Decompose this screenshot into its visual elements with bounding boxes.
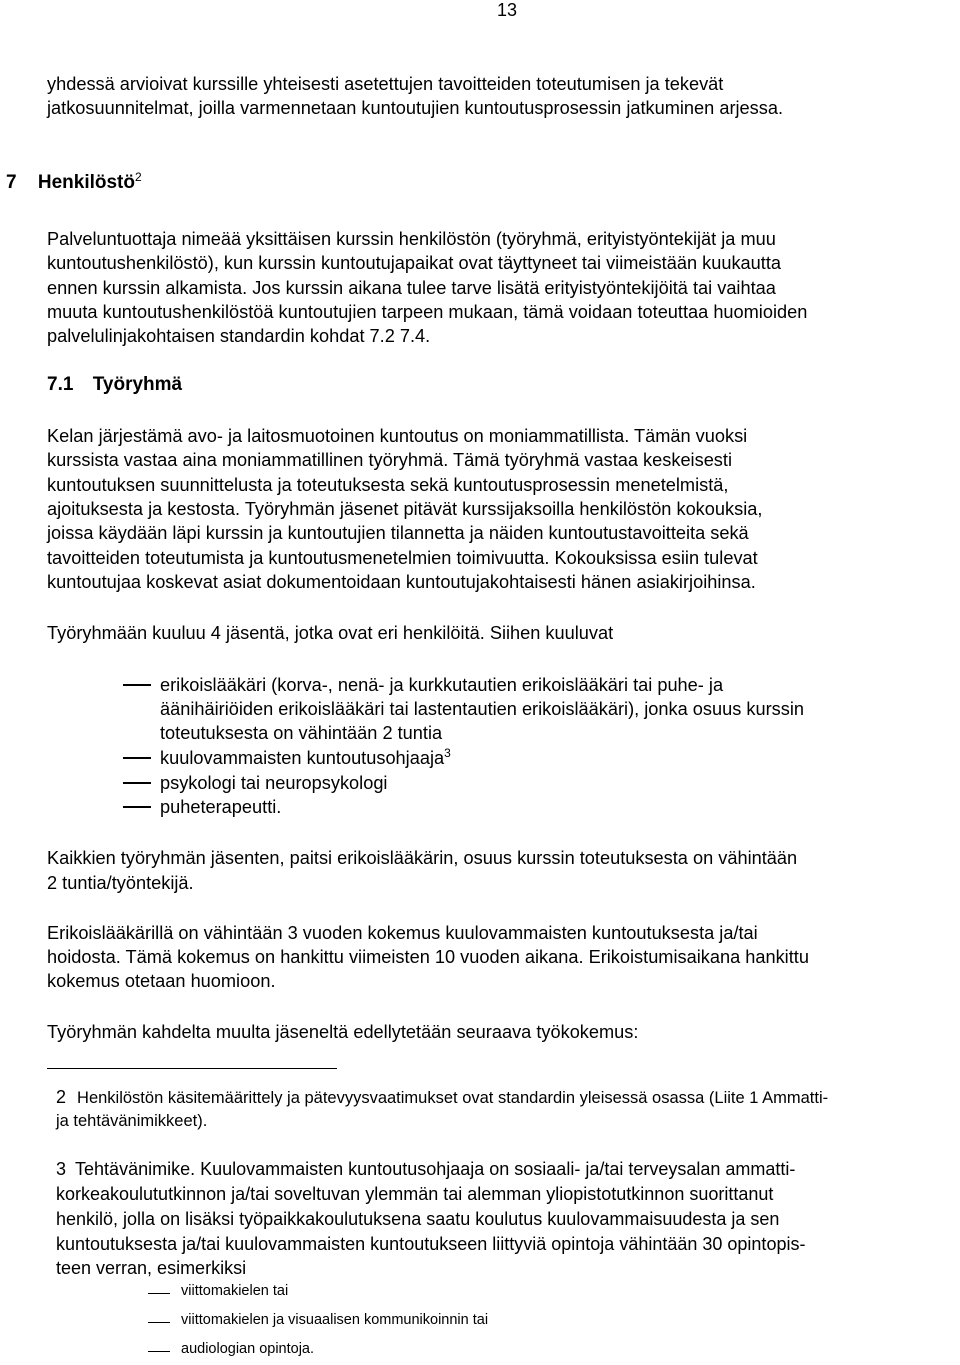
- para4: Työryhmän kahdelta muulta jäseneltä edellytetään seuraava työkokemus:: [47, 1022, 639, 1042]
- intro-line-2: jatkosuunnitelmat, joilla varmennetaan kuntoutujien kuntoutusprosessin jatkuminen arjessa.: [47, 98, 784, 118]
- member-1-line-3: toteutuksesta on vähintään 2 tuntia: [160, 723, 443, 743]
- list-dash: [148, 1351, 170, 1352]
- s7-line-2: kuntoutushenkilöstö), kun kurssin kuntoutujapaikat ovat täyttyneet tai viimeistään kuukautta: [47, 253, 781, 273]
- footnote-3-line-3: henkilö, jolla on lisäksi työpaikkakoulutuksena saatu koulutus kuulovammaisuudesta ja sen: [56, 1209, 780, 1229]
- para3-line-1: Erikoislääkärillä on vähintään 3 vuoden kokemus kuulovammaisten kuntoutuksesta ja/tai: [47, 923, 758, 943]
- page-number: 13: [497, 0, 518, 20]
- s71-line-2: kurssista vastaa aina moniammatillinen työryhmä. Tämä työryhmä vastaa keskeisesti: [47, 450, 732, 470]
- footnote-ref-3[interactable]: 3: [444, 746, 451, 760]
- para2-line-2: 2 tuntia/työntekijä.: [47, 873, 194, 893]
- s71-line-4: ajoituksesta ja kestosta. Työryhmän jäsenet pitävät kurssijaksoilla henkilöstön kokouksia,: [47, 499, 763, 519]
- section-71-heading: [47, 374, 182, 396]
- fn3-item-1: viittomakielen tai: [181, 1283, 289, 1299]
- member-1-line-2: äänihäiriöiden erikoislääkäri tai lastentautien erikoislääkäri), jonka osuus kurssin: [160, 699, 804, 719]
- footnote-3-number: 3: [56, 1159, 67, 1179]
- member-3: psykologi tai neuropsykologi: [160, 773, 388, 793]
- s71-line-1: Kelan järjestämä avo- ja laitosmuotoinen kuntoutus on moniammatillista. Tämän vuoksi: [47, 426, 748, 446]
- list-dash: [148, 1322, 170, 1323]
- s71-line-3: kuntoutuksen suunnittelusta ja toteutuksesta sekä kuntoutusprosessin menetelmistä,: [47, 475, 729, 495]
- section-7-heading: [6, 172, 142, 194]
- section-7-number: 7: [6, 172, 17, 193]
- para3-line-2: hoidosta. Tämä kokemus on hankittu viimeisten 10 vuoden aikana. Erikoistumisaikana hankittu: [47, 947, 809, 967]
- footnote-2-number: 2: [56, 1087, 67, 1107]
- list-dash: [123, 782, 151, 784]
- footnote-3-line-4: kuntoutuksesta ja/tai kuulovammaisten kuntoutukseen liittyviä opintoja vähintään 30 opintopis-: [56, 1234, 806, 1254]
- s71-line-6: tavoitteiden toteutumista ja kuntoutusmenetelmien toimivuutta. Kokouksissa esiin tulevat: [47, 548, 758, 568]
- s71-line-5: joissa käydään läpi kurssin ja kuntoutujien tilannetta ja näiden kuntoutustavoitteita sekä: [47, 523, 749, 543]
- footnote-3-line-5: teen verran, esimerkiksi: [56, 1258, 247, 1278]
- intro-line-1: yhdessä arvioivat kurssille yhteisesti asetettujen tavoitteiden toteutumisen ja tekevät: [47, 74, 724, 94]
- footnote-2-text: Henkilöstön käsitemäärittely ja pätevyysvaatimukset ovat standardin yleisessä osassa (Liite 1 Ammatti-: [77, 1089, 829, 1107]
- section-71-number: 7.1: [47, 374, 74, 395]
- para2-line-1: Kaikkien työryhmän jäsenten, paitsi erikoislääkärin, osuus kurssin toteutuksesta on vähintään: [47, 848, 798, 868]
- footnote-separator: [47, 1068, 337, 1069]
- footnote-2-line-2: ja tehtävänimikkeet).: [56, 1112, 208, 1130]
- footnote-2-line-1: [56, 1085, 828, 1110]
- fn3-item-2: viittomakielen ja visuaalisen kommunikoinnin tai: [181, 1312, 489, 1328]
- list-dash: [123, 806, 151, 808]
- footnote-3-text: Tehtävänimike. Kuulovammaisten kuntoutusohjaaja on sosiaali- ja/tai terveysalan ammatti-: [75, 1159, 796, 1179]
- member-1-line-1: erikoislääkäri (korva-, nenä- ja kurkkutautien erikoislääkäri tai puhe- ja: [160, 675, 724, 695]
- s7-line-3: ennen kurssin alkamista. Jos kurssin aikana tulee tarve lisätä erityistyöntekijöitä tai vaihtaa: [47, 278, 776, 298]
- s7-line-5: palvelulinjakohtaisen standardin kohdat 7.2 7.4.: [47, 326, 431, 346]
- footnote-3-line-2: korkeakoulututkinnon ja/tai soveltuvan ylemmän tai alemman yliopistotutkinnon suorittanut: [56, 1184, 774, 1204]
- member-4: puheterapeutti.: [160, 797, 282, 817]
- s71-line-7: kuntoutujaa koskevat asiat dokumentoidaan kuntoutujakohtaisesti hänen asiakirjoihinsa.: [47, 572, 756, 592]
- footnote-ref-2[interactable]: 2: [134, 170, 142, 184]
- section-7-title: Henkilöstö: [37, 172, 135, 193]
- members-intro: Työryhmään kuuluu 4 jäsentä, jotka ovat eri henkilöitä. Siihen kuuluvat: [47, 623, 614, 643]
- s7-line-1: Palveluntuottaja nimeää yksittäisen kurssin henkilöstön (työryhmä, erityistyöntekijät ja muu: [47, 229, 776, 249]
- para3-line-3: kokemus otetaan huomioon.: [47, 971, 276, 991]
- footnote-3-line-1: [56, 1157, 795, 1181]
- list-dash: [123, 684, 151, 686]
- fn3-item-3: audiologian opintoja.: [181, 1341, 315, 1357]
- member-2: [160, 746, 451, 772]
- s7-line-4: muuta kuntoutushenkilöstöä kuntoutujien tarpeen mukaan, tämä voidaan toteuttaa huomioiden: [47, 302, 808, 322]
- list-dash: [123, 757, 151, 759]
- member-2-label: kuulovammaisten kuntoutusohjaaja: [160, 748, 445, 768]
- list-dash: [148, 1293, 170, 1294]
- section-71-title: Työryhmä: [92, 374, 183, 395]
